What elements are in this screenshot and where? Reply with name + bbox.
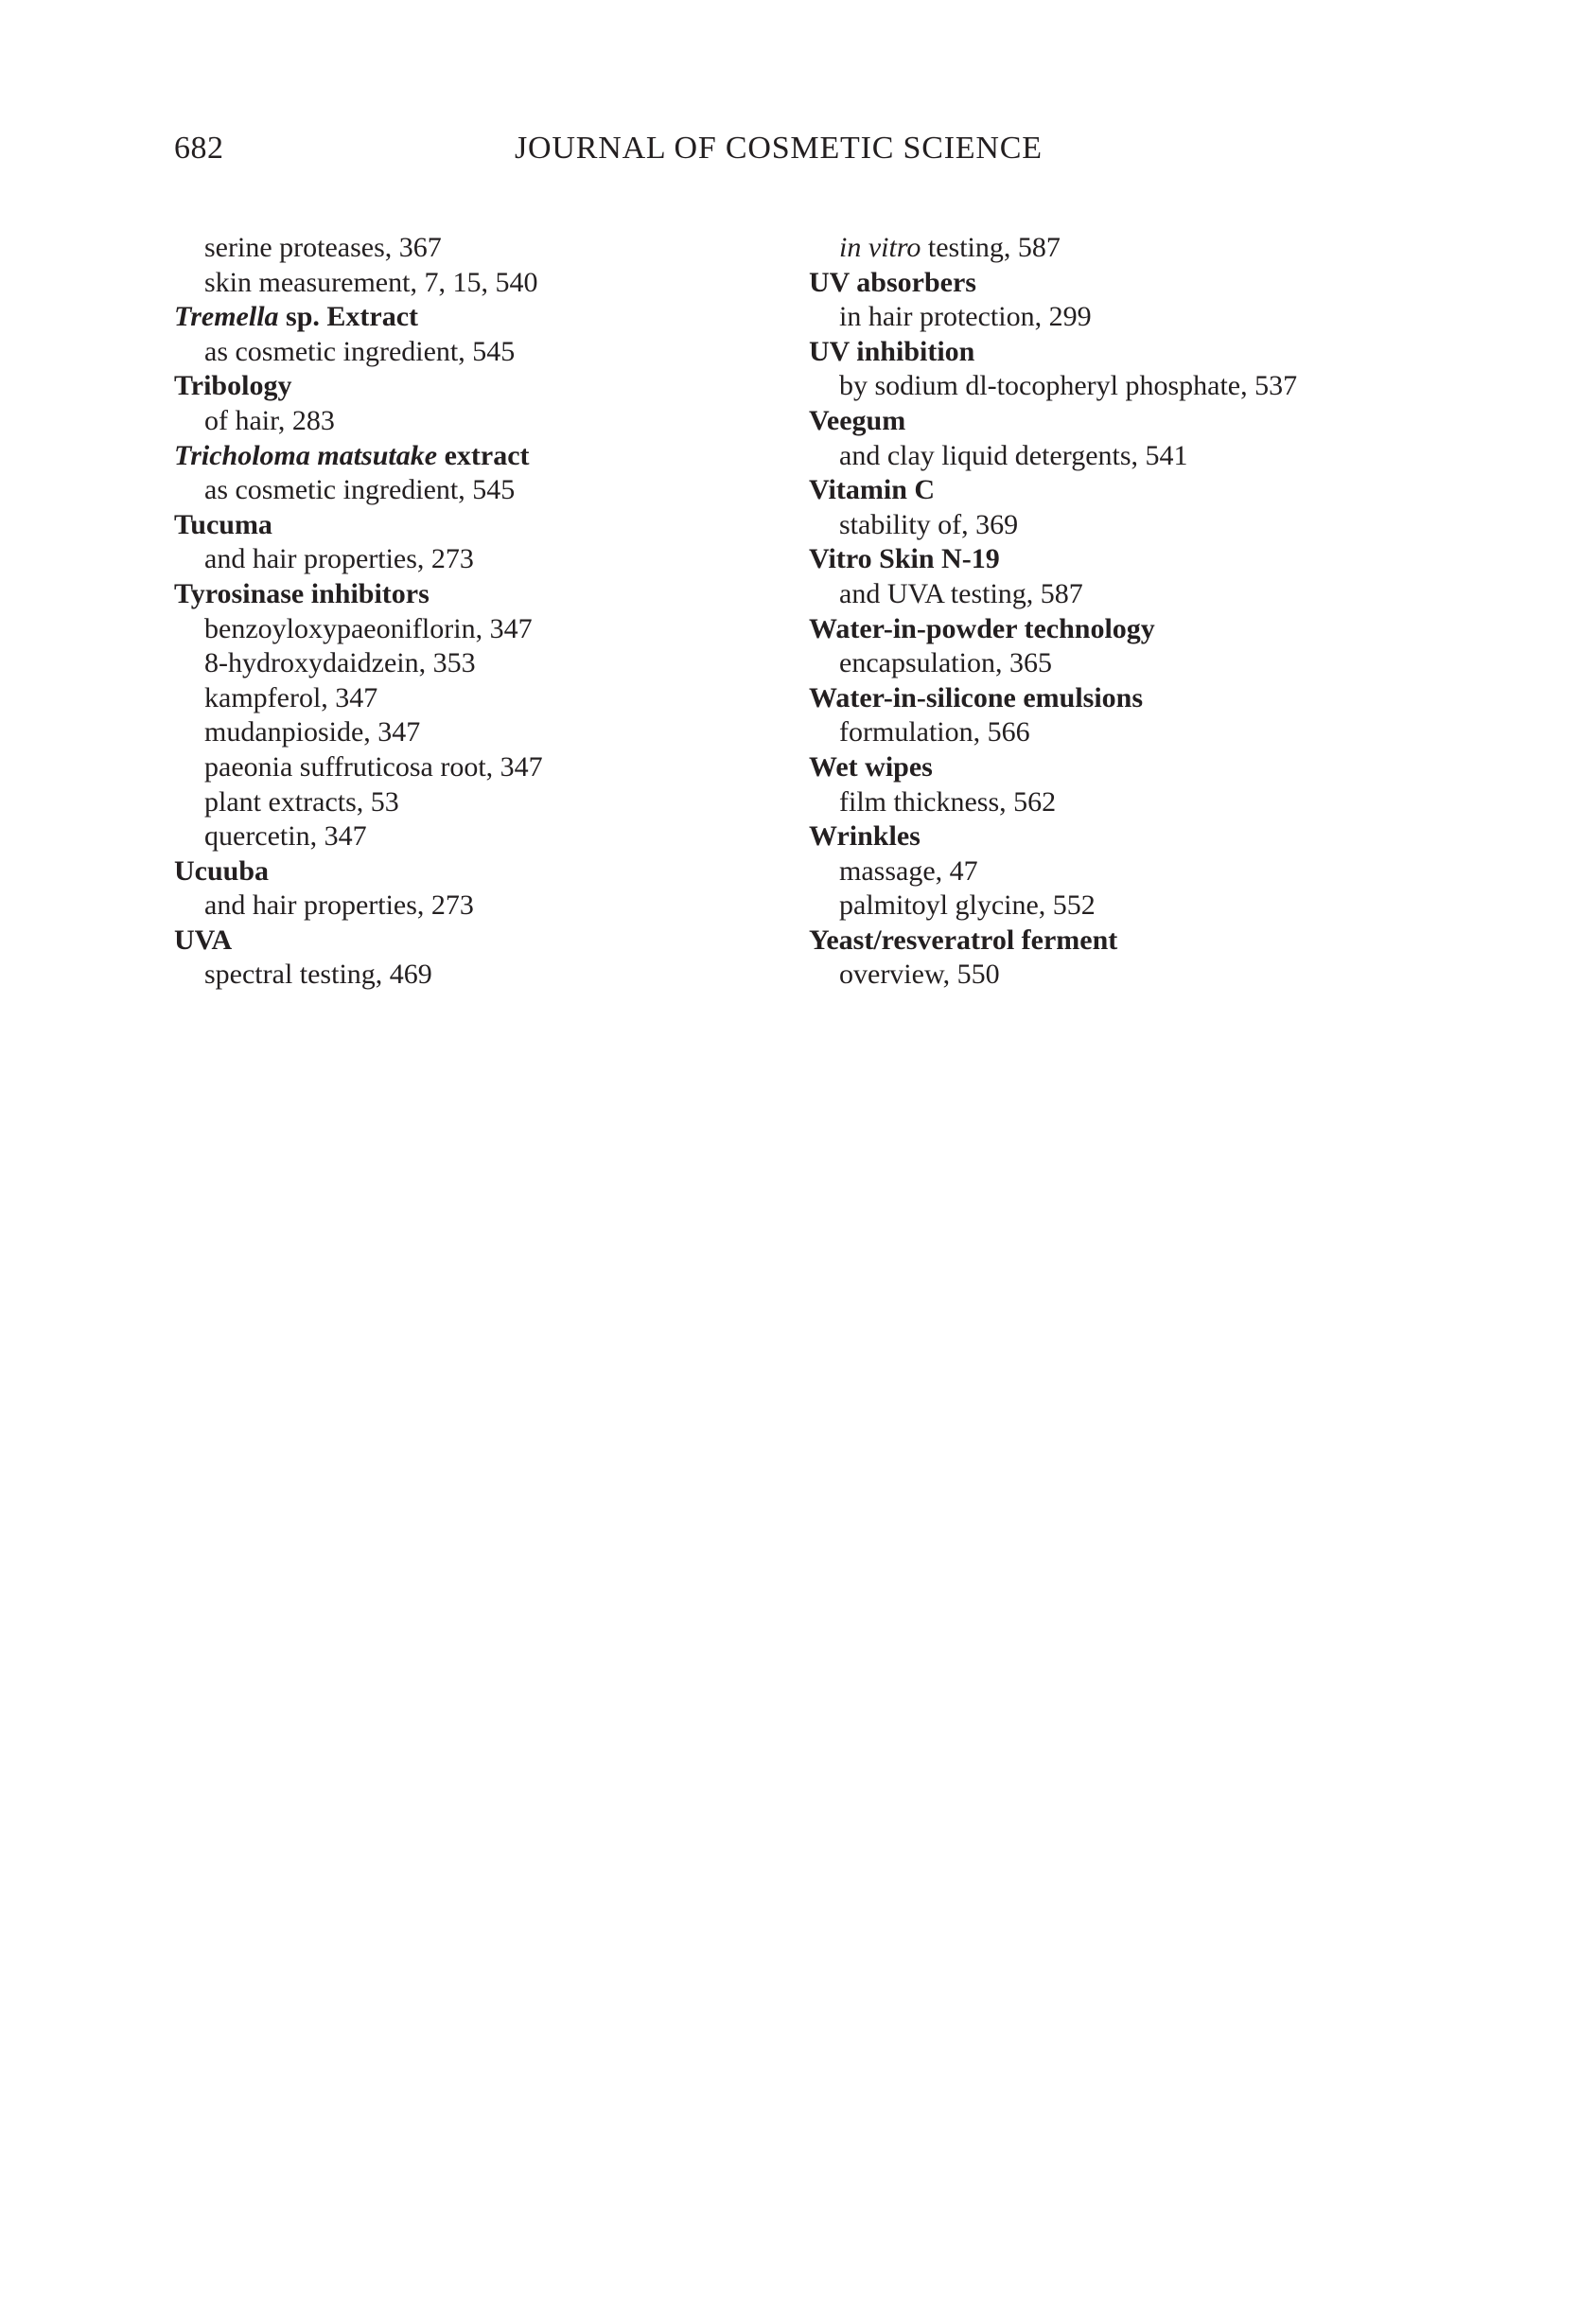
- index-heading-italic: Tremella: [174, 301, 279, 333]
- index-subentry: massage, 47: [839, 854, 978, 887]
- index-subentry: spectral testing, 469: [204, 959, 432, 991]
- index-subentry: stability of, 369: [839, 508, 1019, 540]
- index-column-right: [809, 231, 1395, 993]
- index-heading: Wrinkles: [809, 820, 921, 853]
- index-heading: UV absorbers: [809, 266, 976, 298]
- index-subentry: of hair, 283: [204, 404, 335, 436]
- index-subentry: as cosmetic ingredient, 545: [204, 335, 516, 367]
- index-heading: Vitamin C: [809, 474, 936, 506]
- index-subentry: overview, 550: [839, 959, 1000, 991]
- index-subentry: palmitoyl glycine, 552: [839, 889, 1096, 922]
- index-heading: Yeast/resveratrol ferment: [809, 924, 1118, 956]
- index-heading: Tribology: [174, 370, 292, 402]
- index-subentry: and UVA testing, 587: [839, 577, 1083, 609]
- index-subentry: mudanpioside, 347: [204, 716, 421, 748]
- index-subentry: plant extracts, 53: [204, 785, 399, 818]
- index-subentry: encapsulation, 365: [839, 647, 1052, 679]
- index-subentry: skin measurement, 7, 15, 540: [204, 266, 538, 298]
- index-subentry: benzoyloxypaeoniflorin, 347: [204, 612, 533, 644]
- journal-title: JOURNAL OF COSMETIC SCIENCE: [515, 131, 1043, 166]
- index-heading: [174, 439, 761, 474]
- index-heading: Vitro Skin N-19: [809, 543, 1000, 575]
- index-subentry: 8-hydroxydaidzein, 353: [204, 647, 476, 679]
- index-heading: Water-in-silicone emulsions: [809, 681, 1144, 713]
- page-header: [174, 131, 1073, 172]
- index-subentry: and hair properties, 273: [204, 543, 474, 575]
- index-subentry: serine proteases, 367: [204, 232, 442, 263]
- index-subentry-rest: testing, 587: [921, 232, 1061, 263]
- index-heading: Veegum: [809, 404, 906, 436]
- index-heading: UV inhibition: [809, 335, 975, 367]
- index-subentry: as cosmetic ingredient, 545: [204, 474, 516, 506]
- index-heading-rest: extract: [437, 439, 530, 471]
- index-subentry: and hair properties, 273: [204, 889, 474, 922]
- index-subentry: formulation, 566: [839, 716, 1030, 748]
- index-heading: Wet wipes: [809, 750, 933, 783]
- index-subentry: and clay liquid detergents, 541: [839, 439, 1188, 471]
- index-heading: Tyrosinase inhibitors: [174, 577, 430, 609]
- index-subentry: by sodium dl-tocopheryl phosphate, 537: [839, 370, 1298, 402]
- index-heading: Water-in-powder technology: [809, 612, 1155, 644]
- index-heading: Ucuuba: [174, 854, 270, 887]
- index-subentry: quercetin, 347: [204, 820, 367, 853]
- page-number: 682: [174, 131, 224, 166]
- index-subentry: in hair protection, 299: [839, 301, 1092, 333]
- index-heading: UVA: [174, 924, 233, 956]
- index-subentry-italic: in vitro: [839, 232, 921, 263]
- index-column-left: [174, 231, 761, 993]
- index-subentry: [809, 231, 1395, 266]
- index-heading-italic: Tricholoma matsutake: [174, 439, 438, 471]
- index-heading: Tucuma: [174, 508, 272, 540]
- index-subentry: film thickness, 562: [839, 785, 1057, 818]
- index-heading-rest: sp. Extract: [278, 301, 419, 333]
- index-subentry: kampferol, 347: [204, 681, 378, 713]
- index-subentry: paeonia suffruticosa root, 347: [204, 750, 543, 783]
- index-heading: [174, 300, 761, 335]
